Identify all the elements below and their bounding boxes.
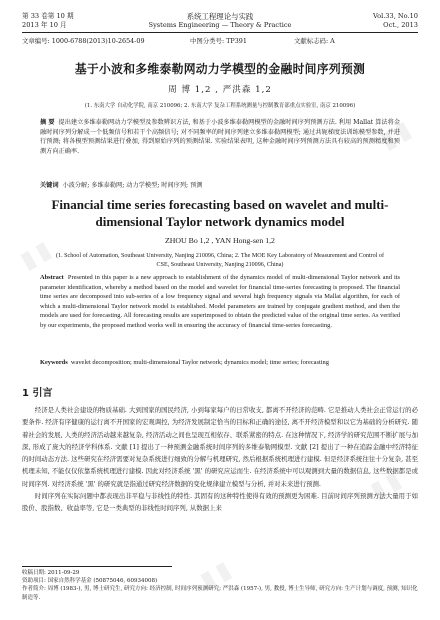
journal-name-cn: 系统工程理论与实践 [186, 12, 254, 21]
header-rule [22, 32, 418, 33]
watermark-mark: ▮▮ [375, 113, 420, 155]
keywords-english [40, 358, 400, 368]
article-number: 文章编号: 1000-6788(2013)10-2654-09 [22, 37, 145, 45]
abstract-label-en: Abstract [40, 274, 64, 281]
clc-number: 中图分类号: TP391 [190, 37, 247, 45]
footnote-bio: 作者简介: 周博 (1983-), 男, 博士研究生, 研究方向: 经济控制, 时间序列预测研究; 严洪森 (1957-), 男, 教授, 博士生导师, 研究方向: 生产计划与调度, 预测, 知识化制造等. [22, 586, 418, 601]
authors-chinese: 周 博 1,2 , 严洪森 1,2 [168, 85, 272, 95]
authors-english: ZHOU Bo 1,2 , YAN Hong-sen 1,2 [165, 236, 275, 245]
journal-name-en: Systems Engineering — Theory & Practice [148, 21, 292, 29]
abstract-english [40, 273, 400, 331]
body-paragraph: 时间序列在实际问题中都表现出非平稳与非线性的特性. 其固有的这种特性使得有效的预测更为困难. 目前时间序列预测方法大量用于如股价、股指数、收益率等, 它是一类典型的非线性时间序列, 从数据上来 [22, 492, 418, 513]
section-heading-introduction: 1 引言 [22, 388, 53, 399]
running-header [22, 12, 418, 38]
body-paragraph: 经济是人类社会建设的物质基础. 大到国家的国民经济, 小到每家每户的日常收支, 都离不开经济的范畴. 它是推动人类社会正常运行的必要条件. 经济有序健康的运行离不开国家的宏观调控, 为经济发展制定恰当的目标和正确的途径, 离不开经济模型和以它为基础的分析研究. 随着社会的发展, 人类的经济活动越来越复杂, 经济活动之间也呈现互相依存、联系紧密的特点. 在这种情况下, 经济学的研究范围不断扩展与加深, 形成了庞大的经济学科体系. 文献 [1] 提出了一种预测金融系统时间序列的多维泰勒网模型. 文献 [2] 提出了一种在追踪金融中经济特征的时间动态方法. 这些研究在经济需要对复杂系统进行细致的分解与机理研究, 然后根据系统机理进行建模. 但是经济系统往往十分复杂, 甚至机理未知, 不能仅仅依靠系统机理进行建模. 因此对经济系统 '黑' 的研究应运而生. 在经济系统中可以观测到大量的数据信息, 这些数据都是或时间序列. 对经济系统 '黑' 的研究就是指通过研究经济数据的变化规律建立模型与分析, 并对未来进行预测. [22, 406, 418, 488]
header-right [373, 12, 418, 30]
footnote-rule [22, 566, 172, 567]
keywords-chinese [40, 181, 400, 190]
keywords-label-cn: 关键词 [40, 182, 59, 189]
header-center [22, 12, 418, 30]
keywords-text-cn: 小波分解; 多维泰勒网; 动力学模型; 时间序列; 预测 [62, 182, 203, 189]
watermark-mark: ▮▮ [15, 233, 60, 275]
footnote [22, 569, 418, 602]
abstract-chinese [40, 118, 400, 156]
article-meta [22, 36, 418, 46]
abstract-text-cn: 提出建立多维泰勒网动力学模型及参数辨识方法, 和基于小波多维泰勒网模型的金融时间序列预测方法. 利用 Mallat 算法将金融时间序列分解成一个低频信号和若干个高频信号; 对不同频率的时间序列建立多维泰勒网模型; 通过共轭梯度法训练模型参数, 并进行预测; 将各模型预测结果进行叠加, 得到原始序列的预测结果. 实验结果表明, 这种金融时间序列预测方法具有较高的预测精度和预测方向正确率. [40, 119, 401, 155]
volume-cn: 第 33 卷第 10 期 [22, 12, 74, 20]
date-cn: 2013 年 10 月 [22, 21, 67, 29]
body-text [22, 404, 418, 515]
watermark-mark: ▮▮ [195, 553, 240, 595]
keywords-text-en: wavelet decomposition; multi-dimensional Taylor network; dynamics model; time series; forecasting [70, 359, 329, 366]
affiliation-english: (1. School of Automation, Southeast University, Nanjing 210096, China; 2. The MOE Key Laboratory of Measurement and Control of CSE, Southeast University, Nanjing 210096, China) [56, 253, 384, 268]
title-english: Financial time series forecasting based on wavelet and multi-dimensional Taylor network dynamics model [51, 197, 389, 229]
affiliation-chinese: (1. 东南大学 自动化学院, 南京 210096; 2. 东南大学 复杂工程系统测量与控制教育部重点实验室, 南京 210096) [84, 103, 356, 109]
abstract-label-cn: 摘 要 [40, 119, 55, 126]
footnote-received: 收稿日期: 2011-09-29 [22, 570, 80, 576]
volume-en: Vol.33, No.10 [372, 12, 418, 20]
watermark-mark: ▮▮ [365, 463, 410, 505]
date-en: Oct., 2013 [383, 21, 418, 29]
document-code: 文献标志码: A [294, 37, 335, 45]
keywords-label-en: Keywords [40, 359, 68, 366]
footnote-funding: 资助项目: 国家自然科学基金 (50875046, 60934008) [22, 578, 158, 585]
title-chinese: 基于小波和多维泰勒网动力学模型的金融时间序列预测 [74, 62, 366, 76]
abstract-text-en: Presented in this paper is a new approach to establishment of the dynamics model of multi-dimensional Taylor network and its parameter identification, whereby a method based on the model and wavelet for financial time-series forecasting is proposed. The financial time series are decomposed into sub-series of a low frequency signal and several high frequency signals via Mallat algorithm, for each of which a multi-dimensional Taylor network model is established. Model parameters are trained by conjugate gradient method, and then the models are used for forecasting. All forecasting results are superimposed to obtain the predicted value of the original time series. As verified by our experiments, the proposed method works well in ensuring the accuracy of financial time-series forecasting. [40, 274, 400, 329]
